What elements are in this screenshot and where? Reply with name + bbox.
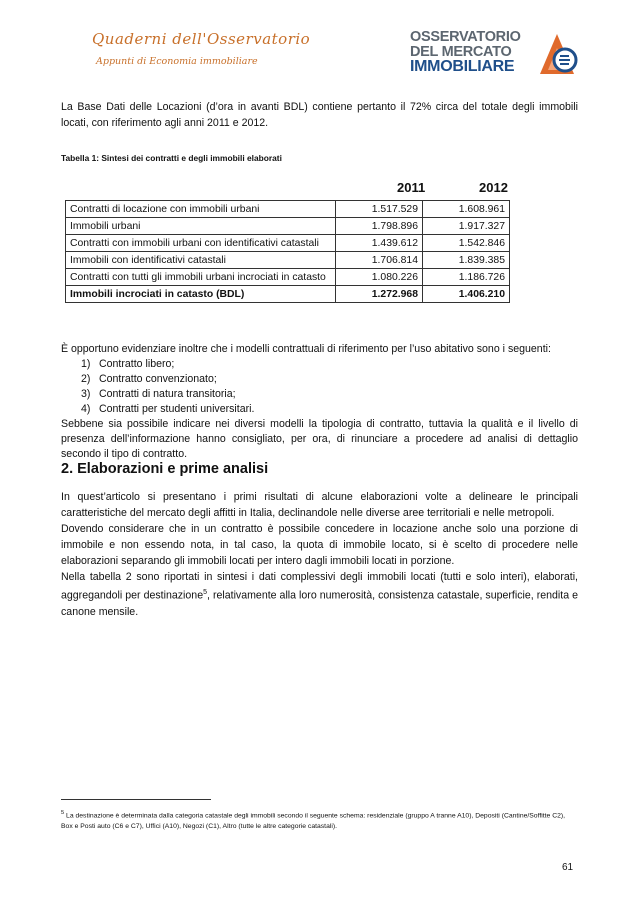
table-row — [66, 218, 510, 235]
row-label: Contratti con immobili urbani con identificativi catastali — [66, 235, 336, 252]
row-label: Immobili incrociati in catasto (BDL) — [66, 286, 336, 303]
footnote — [61, 808, 578, 832]
section-paragraph-1: In quest’articolo si presentano i primi risultati di alcune elaborazioni volte a delineare le principali caratteristiche del mercato degli affitti in Italia, declinandole nelle diverse aree territoriali e nelle metropoli. — [61, 491, 578, 519]
table-row — [66, 235, 510, 252]
value-2011: 1.272.968 — [336, 286, 423, 303]
list-item: 4) Contratti per studenti universitari. — [81, 403, 255, 415]
table-row — [66, 201, 510, 218]
row-label: Immobili con identificativi catastali — [66, 252, 336, 269]
footnote-divider — [61, 799, 211, 800]
row-label: Contratti con tutti gli immobili urbani incrociati in catasto — [66, 269, 336, 286]
table-row — [66, 252, 510, 269]
logo-line-3: IMMOBILIARE — [410, 58, 515, 75]
page-number: 61 — [562, 862, 574, 873]
section-paragraph-2: Dovendo considerare che in un contratto è possibile concedere in locazione anche solo una porzione di immobile e non essendo nota, in tal caso, la quota di immobile locato, si è scelto di procedere nelle elaborazioni separando gli immobili locati per intero dagli immobili locati in porzione. — [61, 523, 578, 567]
table-caption: Tabella 1: Sintesi dei contratti e degli immobili elaborati — [61, 153, 282, 163]
list-item: 1) Contratto libero; — [81, 358, 175, 370]
year-2011: 2011 — [397, 180, 426, 195]
after-list-paragraph: Sebbene sia possibile indicare nei diversi modelli la tipologia di contratto, tuttavia la qualità e il livello di presenza dell’informazione hanno consigliato, per ora, di rinunciare a procedere ad analisi di dettaglio secondo il tipo di contratto. — [61, 418, 578, 460]
footnote-number: 5 — [61, 810, 65, 816]
list-item: 2) Contratto convenzionato; — [81, 373, 217, 385]
table-year-header — [65, 178, 510, 200]
year-2012: 2012 — [479, 180, 508, 195]
row-label: Contratti di locazione con immobili urbani — [66, 201, 336, 218]
logo-line-1: OSSERVATORIO — [410, 29, 521, 45]
value-2012: 1.608.961 — [423, 201, 510, 218]
value-2012: 1.406.210 — [423, 286, 510, 303]
value-2012: 1.186.726 — [423, 269, 510, 286]
journal-subtitle: Appunti di Economia immobiliare — [96, 56, 258, 67]
value-2012: 1.542.846 — [423, 235, 510, 252]
section-heading: 2. Elaborazioni e prime analisi — [61, 461, 269, 477]
summary-table — [65, 178, 510, 303]
value-2011: 1.706.814 — [336, 252, 423, 269]
contract-models-section — [61, 342, 578, 462]
footnote-ref: 5 — [203, 589, 207, 596]
logo-mark-icon — [534, 30, 580, 78]
value-2011: 1.798.896 — [336, 218, 423, 235]
section-paragraph-3: Nella tabella 2 sono riportati in sintesi i dati complessivi degli immobili locati (tutti e solo interi), elaborati, aggregandoli per destinazione$^5$, relativamente alla loro numerosità, consistenza catastale, superficie, rendita e canone mensile. — [61, 571, 578, 618]
table-row-total — [66, 286, 510, 303]
value-2011: 1.080.226 — [336, 269, 423, 286]
journal-title: Quaderni dell'Osservatorio — [92, 30, 311, 48]
logo-line-2: DEL MERCATO — [410, 44, 512, 60]
value-2011: 1.439.612 — [336, 235, 423, 252]
osservatorio-logo — [410, 28, 580, 80]
list-intro: È opportuno evidenziare inoltre che i modelli contrattuali di riferimento per l’uso abitativo sono i seguenti: — [61, 343, 551, 355]
value-2011: 1.517.529 — [336, 201, 423, 218]
row-label: Immobili urbani — [66, 218, 336, 235]
intro-paragraph: La Base Dati delle Locazioni (d’ora in avanti BDL) contiene pertanto il 72% circa del totale degli immobili locati, con riferimento agli anni 2011 e 2012. — [61, 101, 578, 129]
value-2012: 1.839.385 — [423, 252, 510, 269]
value-2012: 1.917.327 — [423, 218, 510, 235]
list-item: 3) Contratti di natura transitoria; — [81, 388, 236, 400]
table-row — [66, 269, 510, 286]
footnote-text: La destinazione è determinata dalla categoria catastale degli immobili secondo il seguente schema: residenziale (gruppo A tranne A10), Depositi (Cantine/Soffitte C2), Box e Posti auto (C6 e C7), Uffici (A10), Negozi (C1), Altro (tutte le altre categorie catastali). — [61, 812, 566, 831]
